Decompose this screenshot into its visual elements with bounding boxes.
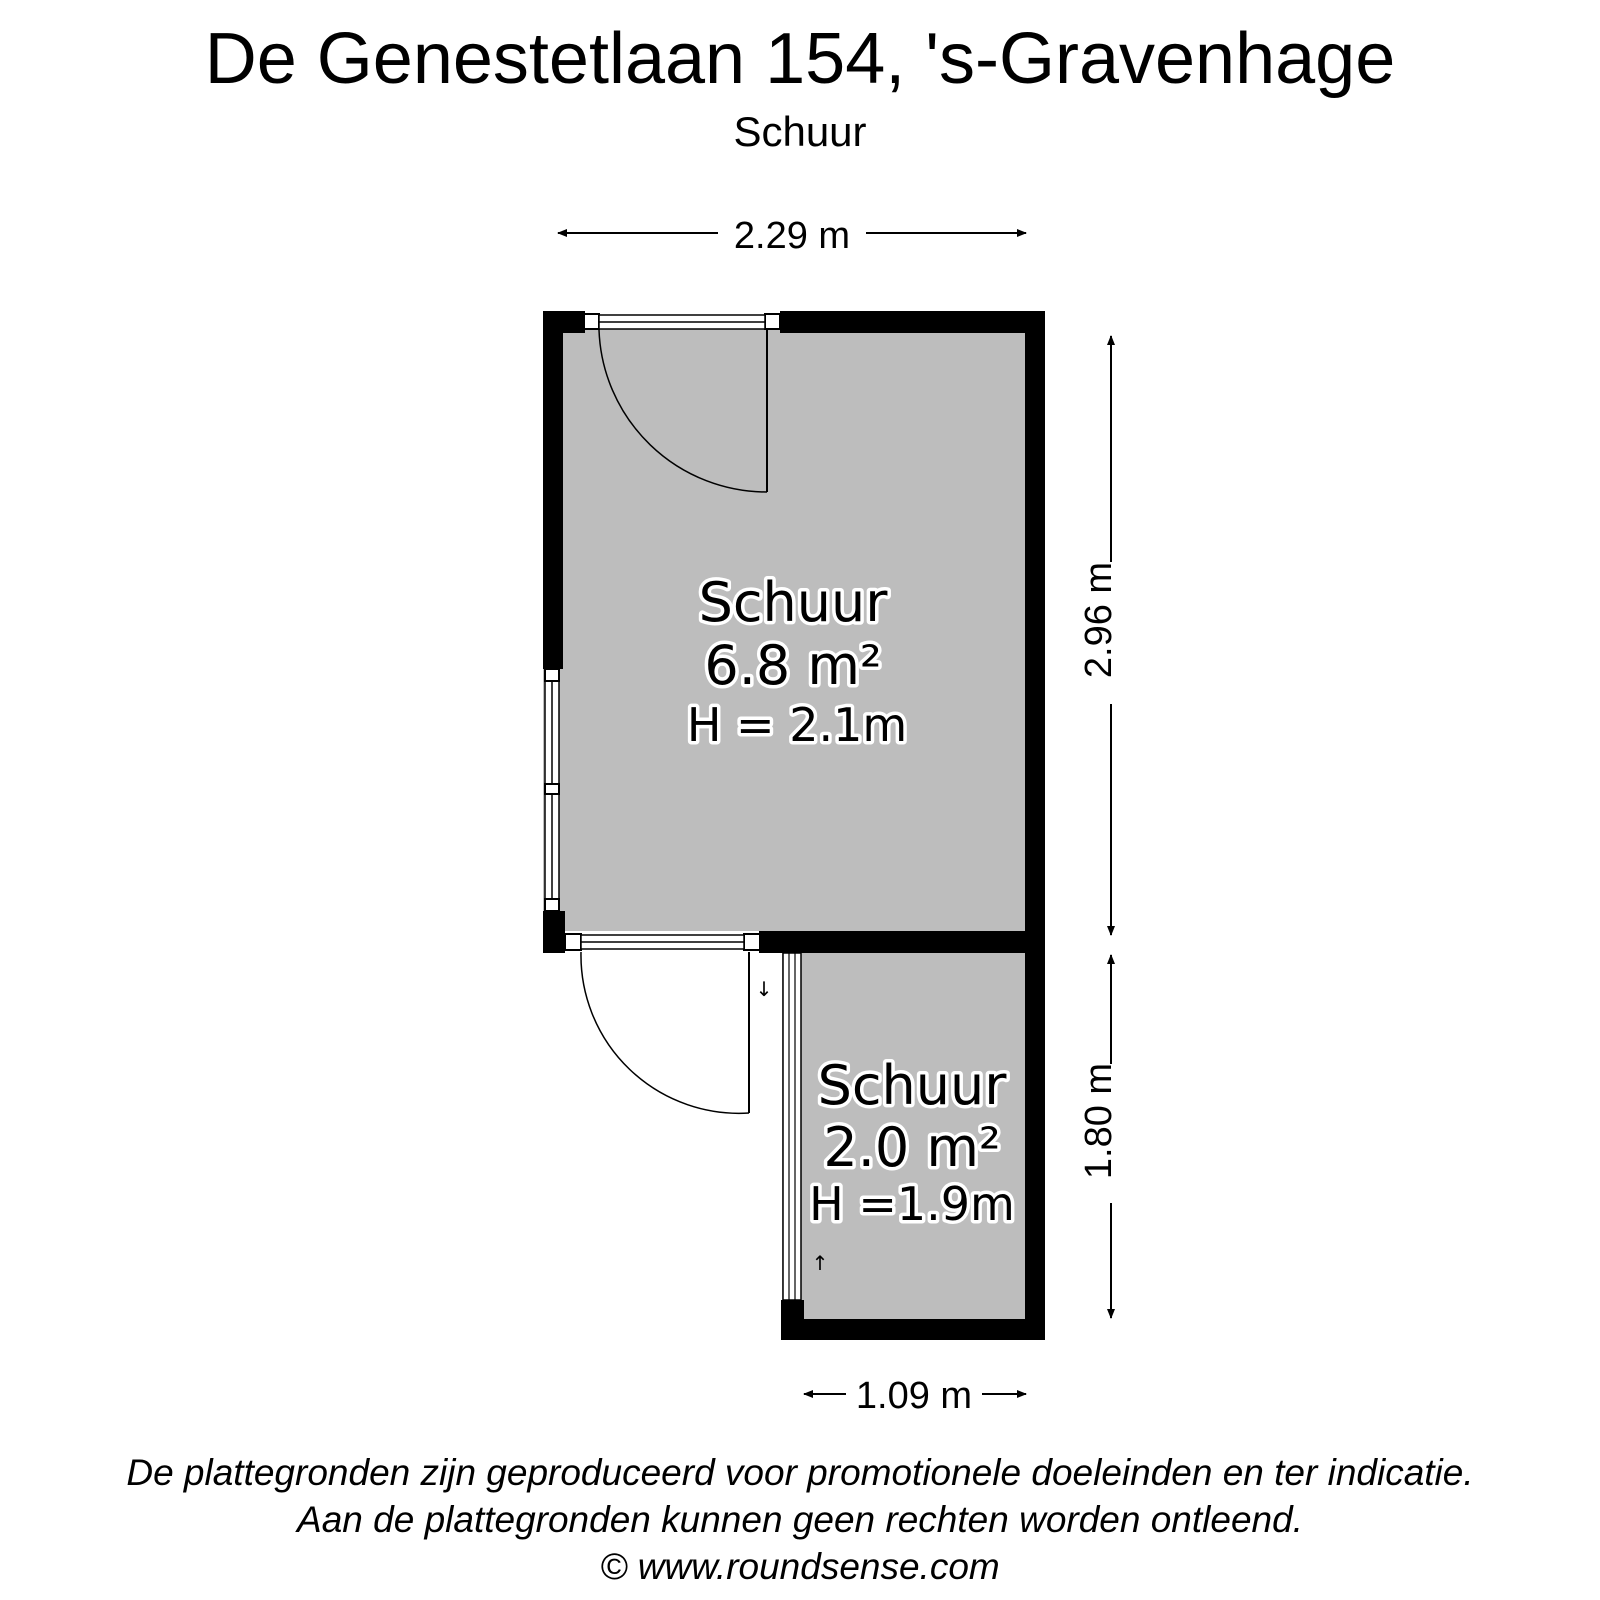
room-label-large bbox=[687, 571, 907, 752]
dimension-bottom-width bbox=[804, 1375, 1026, 1417]
dimension-label: 1.09 m bbox=[855, 1375, 973, 1417]
copyright-link[interactable]: © www.roundsense.com bbox=[600, 1546, 1000, 1587]
room-height: H = 2.1m bbox=[686, 698, 908, 752]
room-area: 6.8 m² bbox=[704, 634, 882, 697]
room-name: Schuur bbox=[698, 571, 888, 634]
dimension-label: 2.96 m bbox=[1078, 561, 1120, 679]
floor-label: Schuur bbox=[733, 108, 867, 155]
disclaimer-line-2: Aan de plattegronden kunnen geen rechten worden ontleend. bbox=[297, 1499, 1303, 1540]
small-room-side-opening bbox=[783, 953, 801, 1300]
disclaimer-line-1: De plattegronden zijn geproduceerd voor promotionele doeleinden en ter indicatie. bbox=[126, 1452, 1474, 1493]
dimension-label: 2.29 m bbox=[733, 215, 851, 257]
page-title: De Genestetlaan 154, 's-Gravenhage bbox=[204, 19, 1396, 99]
room-label-small bbox=[809, 1054, 1015, 1231]
left-window bbox=[545, 669, 559, 911]
bottom-door bbox=[565, 934, 760, 1113]
room-name: Schuur bbox=[817, 1054, 1007, 1117]
room-height: H =1.9m bbox=[809, 1177, 1015, 1231]
dimension-right-upper bbox=[1078, 336, 1120, 935]
up-arrow-marker: ↑ bbox=[811, 1251, 829, 1275]
dimension-top-width bbox=[558, 215, 1026, 257]
dimension-label: 1.80 m bbox=[1078, 1062, 1120, 1180]
down-arrow-marker: ↓ bbox=[755, 977, 773, 1001]
dimension-right-lower bbox=[1078, 955, 1120, 1318]
room-area: 2.0 m² bbox=[823, 1116, 1001, 1179]
